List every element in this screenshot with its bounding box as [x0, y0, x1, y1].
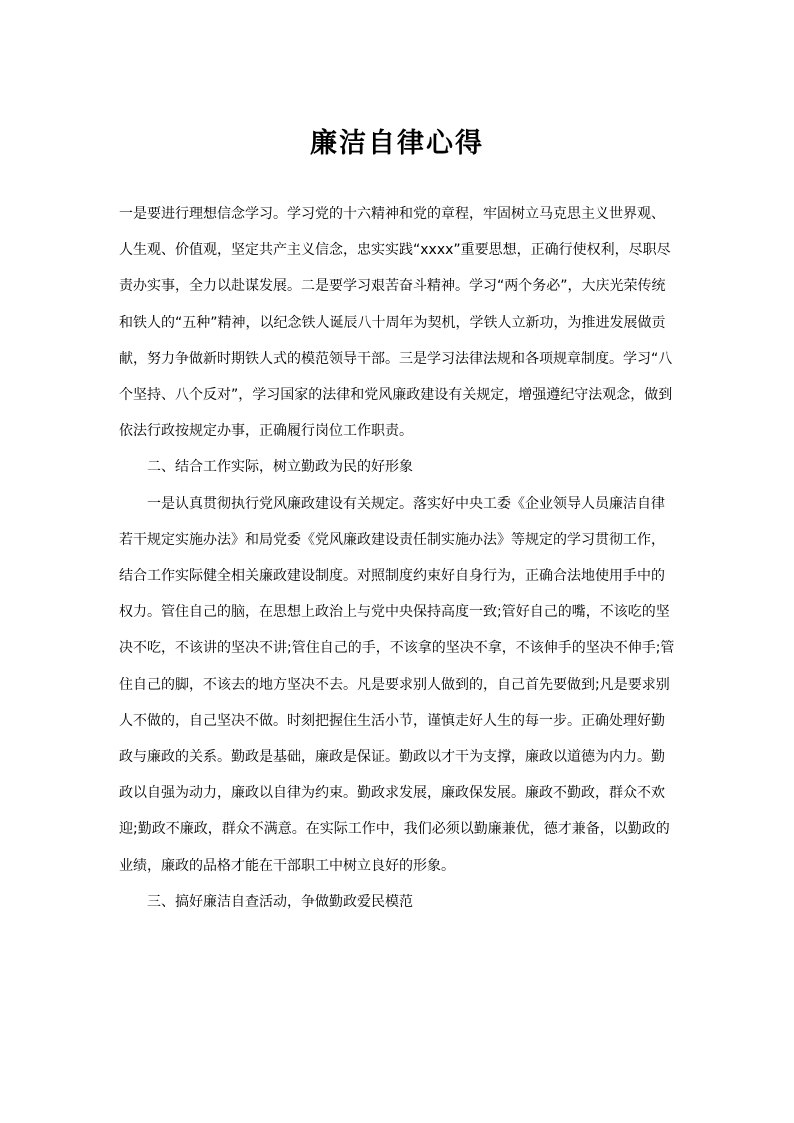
section-heading-three: 三、搞好廉洁自查活动，争做勤政爱民模范: [147, 893, 413, 910]
paragraph-regulations: 一是认真贯彻执行党风廉政建设有关规定。落实好中央工委《企业领导人员廉洁自律若干规定实施办法》和局党委《党风廉政建设责任制实施办法》等规定的学习贯彻工作，结合工作实际健全相关廉政建设制度。对照制度约束好自身行为，正确合法地使用手中的权力。管住自己的脑，在思想上政治上与党中央保持高度一致;管好自己的嘴，不该吃的坚决不吃，不该讲的坚决不讲;管住自己的手，不该拿的坚决不拿，不该伸手的坚决不伸手;管住自己的脚，不该去的地方坚决不去。凡是要求别人做到的，自己首先要做到;凡是要求别人不做的，自己坚决不做。时刻把握住生活小节，谨慎走好人生的每一步。正确处理好勤政与廉政的关系。勤政是基础，廉政是保证。勤政以才干为支撑，廉政以道德为内力。勤政以自强为动力，廉政以自律为约束。勤政求发展，廉政保发展。廉政不勤政，群众不欢迎;勤政不廉政，群众不满意。在实际工作中，我们必须以勤廉兼优，德才兼备，以勤政的业绩，廉政的品格才能在干部职工中树立良好的形象。: [119, 495, 675, 874]
document-title: 廉洁自律心得: [310, 128, 484, 159]
paragraph-study: 一是要进行理想信念学习。学习党的十六精神和党的章程，牢固树立马克思主义世界观、人生观、价值观，坚定共产主义信念，忠实实践“xxxx”重要思想，正确行使权利，尽职尽责办实事，全力以赴谋发展。二是要学习艰苦奋斗精神。学习“两个务必”，大庆光荣传统和铁人的“五种”精神，以纪念铁人诞辰八十周年为契机，学铁人立新功，为推进发展做贡献，努力争做新时期铁人式的模范领导干部。三是学习法律法规和各项规章制度。学习“八个坚持、八个反对”，学习国家的法律和党风廉政建设有关规定，增强遵纪守法观念，做到依法行政按规定办事，正确履行岗位工作职责。: [119, 206, 673, 440]
document-body: [119, 196, 677, 920]
section-heading-two: 二、结合工作实际，树立勤政为民的好形象: [147, 459, 413, 476]
